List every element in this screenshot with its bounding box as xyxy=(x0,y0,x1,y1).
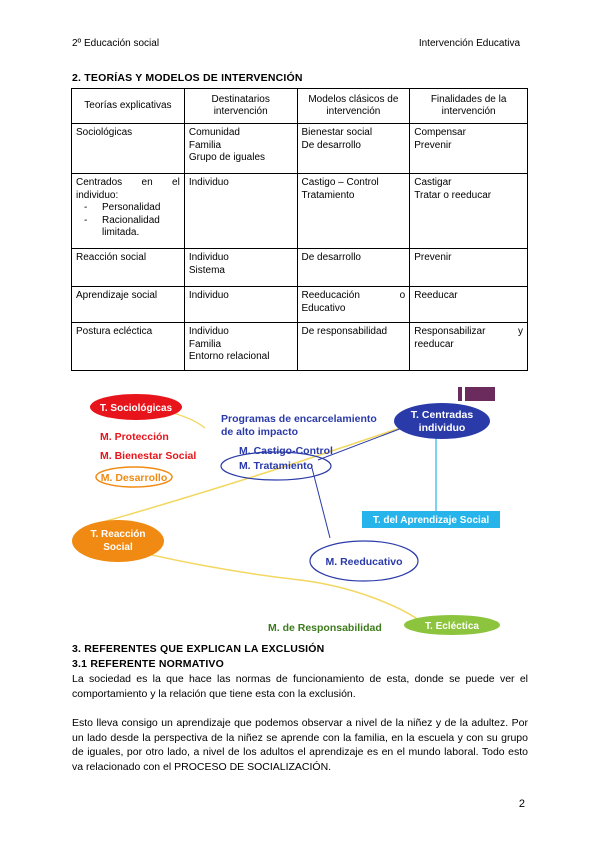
table-row xyxy=(72,124,528,174)
node-t-sociologicas-label: T. Sociológicas xyxy=(99,403,173,414)
header-subject: Intervención Educativa xyxy=(418,38,520,49)
list-item: - Racionalidad limitada. xyxy=(102,215,180,240)
cell-models: Reeducación o Educativo xyxy=(297,287,410,323)
marker-block-icon xyxy=(465,387,495,401)
cell-line: Prevenir xyxy=(414,139,452,151)
theories-models-table xyxy=(71,88,528,371)
marker-bar-icon xyxy=(458,387,462,401)
table-header-row xyxy=(72,89,528,124)
table-row xyxy=(72,174,528,249)
node-t-aprendizaje-label: T. del Aprendizaje Social xyxy=(372,515,490,526)
cell-line: De desarrollo xyxy=(301,139,361,151)
paragraph-1: La sociedad es la que hace las normas de funcionamiento de esta, donde se puede ver el comportamiento y la relación que tiene esta con la exclusión. xyxy=(72,673,528,700)
table-row xyxy=(72,249,528,287)
cell-goals xyxy=(410,174,528,249)
cell-goals: Prevenir xyxy=(410,249,528,287)
theories-models-diagram xyxy=(0,380,600,642)
table-row xyxy=(72,287,528,323)
cell-line: Individuo xyxy=(188,177,229,188)
cell-line: Compensar xyxy=(414,127,466,138)
cell-goals: Responsabilizar y reeducar xyxy=(410,323,528,371)
node-t-reaccion-label-1: T. Reacción xyxy=(90,529,146,540)
cell-targets: Individuo xyxy=(184,287,297,323)
cell-line: Tratar o reeducar xyxy=(414,189,492,201)
node-m-reeducativo-label: M. Reeducativo xyxy=(325,556,403,568)
cell-line: Individuo xyxy=(188,252,229,263)
theory-sublist xyxy=(76,202,180,240)
cell-line: Castigar xyxy=(414,177,452,188)
connector-tratamiento-reeducativo xyxy=(312,468,330,538)
node-t-centradas-label-2: individuo xyxy=(418,422,466,434)
cell-models: De responsabilidad xyxy=(297,323,410,371)
cell-line: Familia xyxy=(188,338,222,350)
node-m-tratamiento-label: M. Tratamiento xyxy=(238,460,314,472)
header-theories: Teorías explicativas xyxy=(72,89,185,124)
section-3-1-title: 3.1 REFERENTE NORMATIVO xyxy=(72,658,225,670)
cell-line: Bienestar social xyxy=(301,127,373,138)
node-t-reaccion-label-2: Social xyxy=(103,542,133,553)
section-2-title: 2. TEORÍAS Y MODELOS DE INTERVENCIÓN xyxy=(72,72,303,84)
cell-line: Individuo xyxy=(188,326,229,337)
paragraph-2: Esto lleva consigo un aprendizaje que podemos observar a nivel de la niñez y de la adultez. Por un lado desde la perspectiva de la niñez se aprende con la familia, en la escuela y con su grupo de iguales, por otro lado, a nivel de los adultos el aprendizaje es en el mundo laboral. Todo esto va relacionado con el PROCESO DE SOCIALIZACIÓN. xyxy=(72,717,528,773)
cell-targets xyxy=(184,323,297,371)
cell-models xyxy=(297,124,410,174)
page-number: 2 xyxy=(518,798,525,810)
node-m-desarrollo-label: M. Desarrollo xyxy=(100,472,168,484)
cell-line: Grupo de iguales xyxy=(188,152,266,163)
label-m-proteccion: M. Protección xyxy=(100,431,169,443)
node-t-eclectica-label: T. Ecléctica xyxy=(425,621,479,632)
cell-line: Entorno relacional xyxy=(188,351,270,362)
cell-theory: Aprendizaje social xyxy=(72,287,185,323)
cell-line: Castigo – Control xyxy=(301,177,379,188)
label-programas-1: Programas de encarcelamiento xyxy=(221,413,377,425)
cell-line: Comunidad xyxy=(188,127,240,138)
node-t-centradas-label-1: T. Centradas xyxy=(410,409,474,421)
cell-targets xyxy=(184,124,297,174)
list-item: - Personalidad xyxy=(102,202,180,215)
cell-theory: Postura ecléctica xyxy=(72,323,185,371)
header-models: Modelos clásicos de intervención xyxy=(297,89,410,124)
cell-models: De desarrollo xyxy=(297,249,410,287)
cell-targets xyxy=(184,249,297,287)
node-t-reaccion xyxy=(72,520,164,562)
label-m-castigo: M. Castigo-Control xyxy=(239,445,333,457)
label-m-bienestar: M. Bienestar Social xyxy=(100,450,197,462)
cell-theory: Sociológicas xyxy=(72,124,185,174)
label-m-responsabilidad: M. de Responsabilidad xyxy=(268,622,382,634)
cell-goals: Reeducar xyxy=(410,287,528,323)
cell-goals xyxy=(410,124,528,174)
cell-models xyxy=(297,174,410,249)
cell-line: Centrados en el individuo: xyxy=(76,177,180,201)
header-course: 2º Educación social xyxy=(72,38,160,49)
section-3-title: 3. REFERENTES QUE EXPLICAN LA EXCLUSIÓN xyxy=(72,643,325,655)
label-programas-2: de alto impacto xyxy=(221,426,299,438)
table-row xyxy=(72,323,528,371)
cell-targets xyxy=(184,174,297,249)
cell-line: Tratamiento xyxy=(301,189,355,201)
cell-theory xyxy=(72,174,185,249)
cell-line: Sistema xyxy=(188,264,225,276)
cell-theory: Reacción social xyxy=(72,249,185,287)
header-targets: Destinatarios intervención xyxy=(184,89,297,124)
cell-line: Familia xyxy=(188,139,222,151)
header-goals: Finalidades de la intervención xyxy=(410,89,528,124)
